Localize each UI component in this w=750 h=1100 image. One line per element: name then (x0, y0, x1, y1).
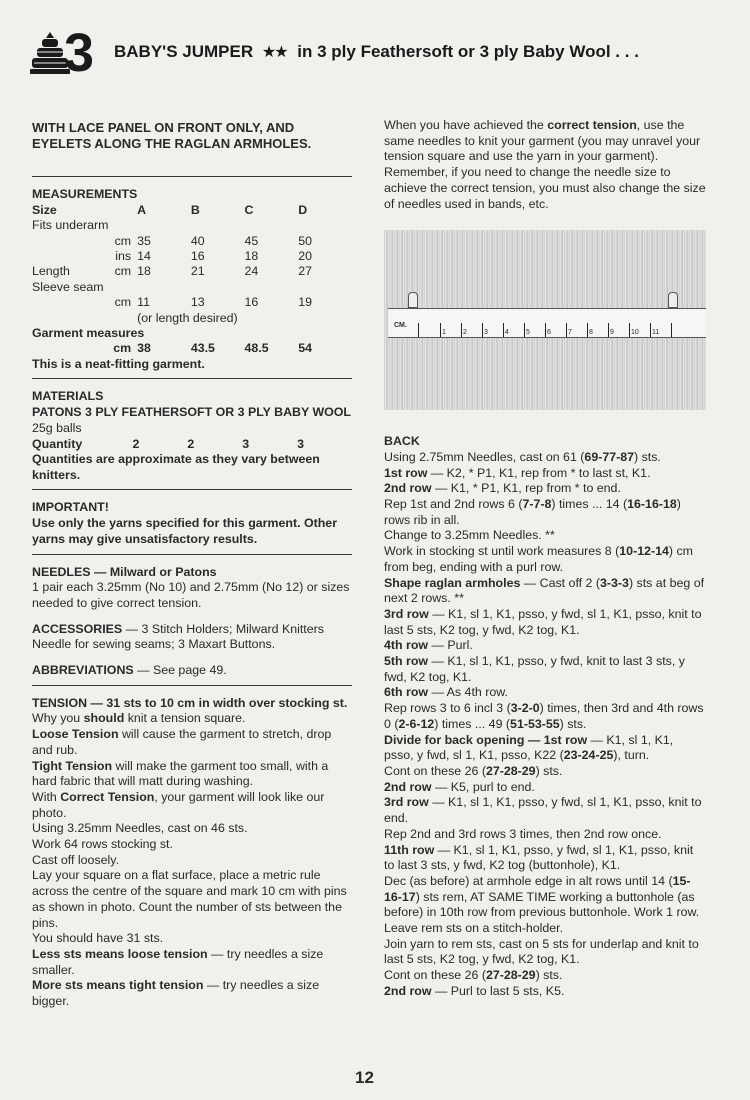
accessories-section: ACCESSORIES — 3 Stitch Holders; Milward Knitters Needle for sewing seams; 3 Maxart Buttons. (32, 621, 324, 652)
right-column (384, 118, 706, 1000)
measurements-heading: MEASUREMENTS (32, 187, 138, 201)
back-section: BACK Using 2.75mm Needles, cast on 61 (69-77-87) sts. 1st row — K2, * P1, K1, rep from * to last st, K1. 2nd row — K1, * P1, K1, rep from * to end. Rep 1st and 2nd rows 6 (7-7-8) times ... 14 (16-16-18) rows rib in all. Change to 3.25mm Needles. ** Work in stocking st until work measures 8 (10-12-14) cm from beg, ending with a purl row. Shape raglan armholes — Cast off 2 (3-3-3) sts at beg of next 2 rows. ** 3rd row — K1, sl 1, K1, psso, y fwd, sl 1, K1, psso, knit to last 5 sts, K2 tog, y fwd, K2 tog, K1. 4th row — Purl. 5th row — K1, sl 1, K1, psso, y fwd, knit to last 3 sts, y fwd, K2 tog, K1. 6th row — As 4th row. Rep rows 3 to 6 incl 3 (3-2-0) times, then 3rd and 4th rows 0 (2-6-12) times ... 49 (51-53-55) sts. Divide for back opening — 1st row — K1, sl 1, K1, psso, y fwd, sl 1, K1, psso, K22 (23-24-25), turn. Cont on these 26 (27-28-29) sts. 2nd row — K5, purl to end. 3rd row — K1, sl 1, K1, psso, y fwd, sl 1, K1, psso, knit to end. Rep 2nd and 3rd rows 3 times, then 2nd row once. 11th row — K1, sl 1, K1, psso, y fwd, sl 1, K1, psso, knit to last 3 sts, y fwd, K2 tog (buttonhole), K1. Dec (as before) at armhole edge in alt rows until 14 (15-16-17) sts rem, AT SAME TIME working a buttonhole (as before) in 10th row from previous buttonhole. Work 1 row. Leave rem sts on a stitch-holder. Join yarn to rem sts, cast on 5 sts for underlap and knit to last 5 sts, K2 tog, y fwd, K2 tog, K1. Cont on these 26 (27-28-29) sts. 2nd row — Purl to last 5 sts, K5. (384, 434, 705, 998)
measurements-section (32, 187, 352, 372)
tension-square-photo (384, 230, 706, 410)
quantity-table: Quantity 2 2 3 3 (32, 436, 304, 451)
difficulty-stars: ★★ (261, 44, 287, 61)
pin-icon (668, 292, 678, 308)
intro-text: WITH LACE PANEL ON FRONT ONLY, AND EYELETS ALONG THE RAGLAN ARMHOLES. (32, 120, 312, 151)
yarn-ball-logo-icon (30, 23, 98, 83)
tension-heading: TENSION — 31 sts to 10 cm in width over stocking st. (32, 695, 348, 710)
divider (32, 378, 352, 379)
tension-advice: When you have achieved the correct tension, use the same needles to knit your garment (you may unravel your tension square and use the yarn in your garment). Remember, if you need to change the needle size to achieve the correct tension, you must also change the size of needles used in bands, etc. (384, 118, 706, 211)
important-section: IMPORTANT! Use only the yarns specified for this garment. Other yarns may give unsatisfactory results. (32, 500, 352, 547)
divider (32, 489, 352, 490)
needles-section: NEEDLES — Milward or Patons 1 pair each 3.25mm (No 10) and 2.75mm (No 12) or sizes needed to give correct tension. (32, 564, 350, 610)
materials-section: MATERIALS PATONS 3 PLY FEATHERSOFT OR 3 PLY BABY WOOL 25g balls Quantity 2 2 3 3 Quantities are approximate as they vary between knitters. (32, 389, 351, 482)
page-title: BABY'S JUMPER ★★ in 3 ply Feathersoft or 3 ply Baby Wool . . . (114, 42, 639, 61)
back-heading: BACK (384, 434, 420, 449)
tension-section: TENSION — 31 sts to 10 cm in width over stocking st. Why you should knit a tension square. Loose Tension will cause the garment to stretch, drop and rub. Tight Tension will make the garment too small, with a hard fabric that will matt during washing. With Correct Tension, your garment will look like our photo. Using 3.25mm Needles, cast on 46 sts. Work 64 rows stocking st. Cast off loosely. Lay your square on a flat surface, place a metric rule across the centre of the square and mark 10 cm with pins as shown in photo. Count the number of sts between the pins. You should have 31 sts. Less sts means loose tension — try needles a size smaller. More sts means tight tension — try needles a size bigger. (32, 696, 352, 1010)
divider (32, 554, 352, 555)
important-heading: IMPORTANT! (32, 500, 109, 515)
divider (32, 685, 352, 686)
pattern-number: 3 (64, 23, 95, 83)
materials-heading: MATERIALS (32, 389, 104, 404)
page-number: 12 (355, 1068, 374, 1087)
page-header (30, 23, 730, 83)
ruler: CM. 1 2 3 4 5 6 7 8 9 10 11 (388, 308, 706, 338)
neat-fit-note: This is a neat-fitting garment. (32, 356, 205, 371)
abbreviations-section: ABBREVIATIONS — See page 49. (32, 663, 227, 678)
left-column (32, 120, 352, 1010)
measurements-table: Size A B C D Fits underarm cm 35 40 45 50 ins 14 16 18 20 Length cm 18 21 24 27 Sleeve seam cm 11 13 16 19 (or length desired) Garment measures cm 38 43.5 48.5 54 (32, 202, 313, 356)
divider (32, 176, 352, 177)
pin-icon (408, 292, 418, 308)
